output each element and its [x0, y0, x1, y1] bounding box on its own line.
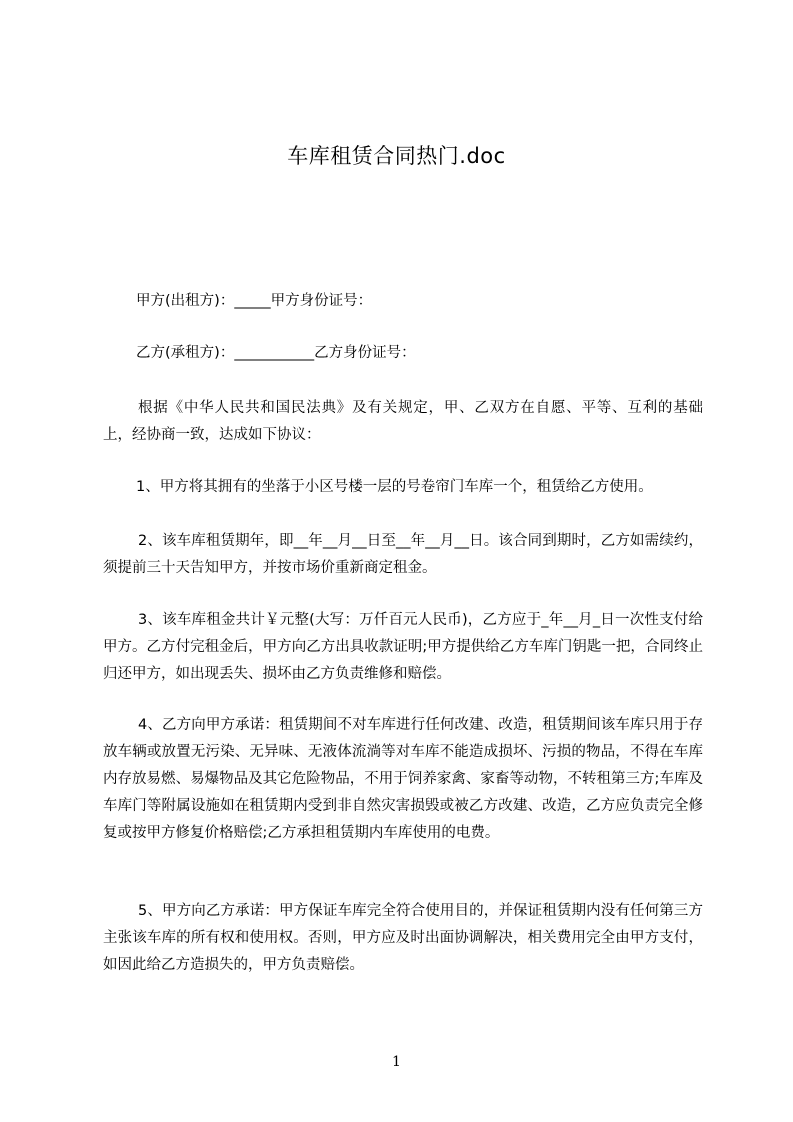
clause-4: 4、乙方向甲方承诺：租赁期间不对车库进行任何改建、改造，租赁期间该车库只用于存放车辆或放置无污染、无异味、无液体流淌等对车库不能造成损坏、污损的物品，不得在车库内存放易燃、易爆物品及其它危险物品，不用于饲养家禽、家畜等动物，不转租第三方;车库及车库门等附属设施如在租赁期内受到非自然灾害损毁或被乙方改建、改造，乙方应负责完全修复或按甲方修复价格赔偿;乙方承担租赁期内车库使用的电费。: [103, 717, 703, 841]
clause-5: 5、甲方向乙方承诺：甲方保证车库完全符合使用目的，并保证租赁期内没有任何第三方主张该车库的所有权和使用权。否则，甲方应及时出面协调解决，相关费用完全由甲方支付，如因此给乙方造损失的，甲方负责赔偿。: [103, 903, 703, 973]
clause-3: 3、该车库租金共计￥元整(大写：万仟百元人民币)，乙方应于_年__月_日一次性支付给甲方。乙方付完租金后，甲方向乙方出具收款证明;甲方提供给乙方车库门钥匙一把，合同终止归还甲方，如出现丢失、损坏由乙方负责维修和赔偿。: [103, 612, 703, 682]
party-a-line: 甲方(出租方)：_____甲方身份证号：: [136, 293, 373, 309]
preamble-paragraph: 根据《中华人民共和国民法典》及有关规定，甲、乙双方在自愿、平等、互利的基础上，经协商一致，达成如下协议：: [103, 400, 703, 443]
page-number: 1: [392, 1054, 401, 1070]
clause-2: 2、该车库租赁期年，即__年__月__日至__年__月__日。该合同到期时，乙方如需续约，须提前三十天告知甲方，并按市场价重新商定租金。: [103, 533, 703, 576]
party-b-line: 乙方(承租方)：___________乙方身份证号：: [136, 345, 416, 361]
clause-1: 1、甲方将其拥有的坐落于小区号楼一层的号卷帘门车库一个，租赁给乙方使用。: [136, 479, 653, 495]
document-title: 车库租赁合同热门.doc: [287, 144, 506, 168]
